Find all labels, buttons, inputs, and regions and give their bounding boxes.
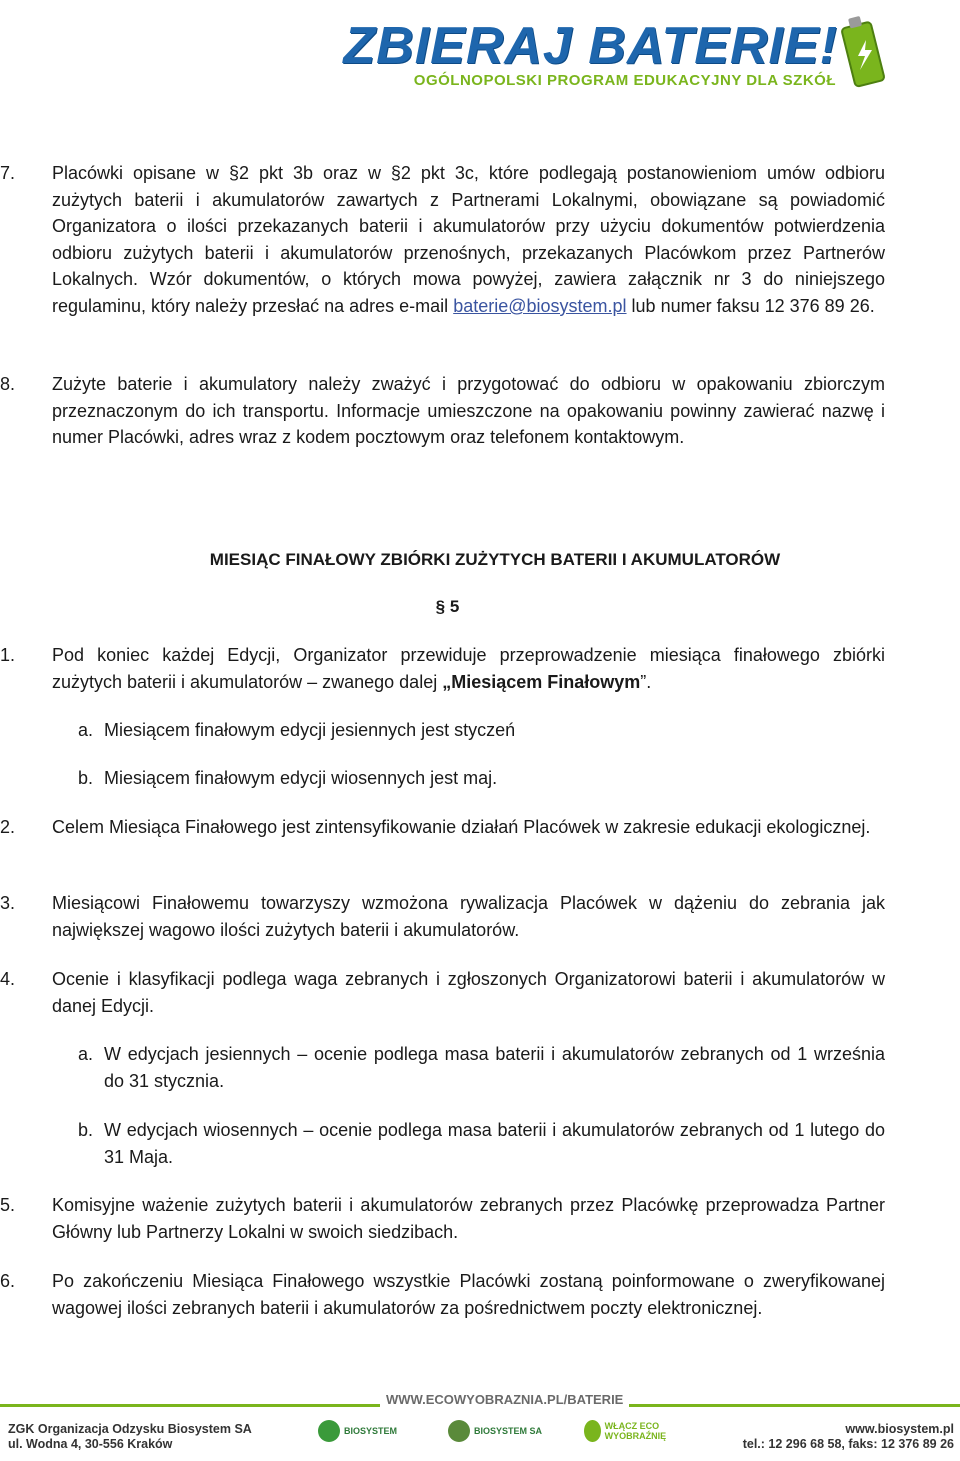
list-item-4 bbox=[0, 966, 885, 1019]
list-item-2 bbox=[0, 814, 885, 841]
footer-url[interactable]: WWW.ECOWYOBRAZNIA.PL/BATERIE bbox=[380, 1392, 629, 1407]
item-text: Komisyjne ważenie zużytych baterii i akumulatorów zebranych przez Placówkę przeprowadza Partner Główny lub Partnerzy Lokalni w swoich siedzibach. bbox=[52, 1195, 885, 1242]
list-item-1 bbox=[0, 642, 885, 695]
page-footer bbox=[0, 1392, 960, 1461]
item-number: 8. bbox=[0, 374, 16, 394]
footer-company: ZGK Organizacja Odzysku Biosystem SA ul. Wodna 4, 30-556 Kraków bbox=[8, 1422, 252, 1451]
item-text: Zużyte baterie i akumulatory należy zważyć i przygotować do odbioru w opakowaniu zbiorczym przeznaczonym do ich transportu. Informacje umieszczone na opakowaniu powinny zawierać nazwę i numer Placówki, adres wraz z kodem pocztowym oraz telefonem kontaktowym. bbox=[52, 374, 885, 448]
logo-subtitle: OGÓLNOPOLSKI PROGRAM EDUKACYJNY DLA SZKÓŁ bbox=[413, 72, 836, 89]
list-item-6 bbox=[0, 1268, 885, 1321]
item-text: Ocenie i klasyfikacji podlega waga zebranych i zgłoszonych Organizatorowi baterii i akumulatorów w danej Edycji. bbox=[52, 969, 885, 1016]
sub-item-4a: a. W edycjach jesiennych – ocenie podlega masa baterii i akumulatorów zebranych od 1 września do 31 stycznia. bbox=[78, 1044, 885, 1091]
list-item-8 bbox=[0, 371, 885, 451]
item-number: 2. bbox=[0, 817, 16, 837]
footer-contact: www.biosystem.pl tel.: 12 296 68 58, faks: 12 376 89 26 bbox=[742, 1422, 954, 1451]
item-number: 7. bbox=[0, 163, 16, 183]
list-item-7 bbox=[0, 160, 885, 320]
bold-term: „Miesiącem Finałowym bbox=[442, 671, 641, 692]
program-logo bbox=[343, 8, 898, 89]
item-number: 1. bbox=[0, 645, 16, 665]
list-item-3 bbox=[0, 890, 885, 943]
sub-item-1a: a. Miesiącem finałowym edycji jesiennych jest styczeń bbox=[78, 720, 516, 740]
item-text: Miesiącowi Finałowemu towarzyszy wzmożona rywalizacja Placówek w dążeniu do zebrania jak największej wagowo ilości zużytych baterii i akumulatorów. bbox=[52, 893, 885, 940]
email-link[interactable]: baterie@biosystem.pl bbox=[453, 295, 627, 316]
item-number: 4. bbox=[0, 969, 16, 989]
paragraph-number: § 5 bbox=[435, 597, 460, 616]
biosystem-icon bbox=[318, 1420, 340, 1442]
partner-logo-biosystem: BIOSYSTEM bbox=[318, 1420, 397, 1442]
item-text: Pod koniec każdej Edycji, Organizator przewiduje przeprowadzenie miesiąca finałowego zbiórki zużytych baterii i akumulatorów – zwanego dalej „Miesiącem Finałowym”. bbox=[52, 645, 885, 692]
item-number: 5. bbox=[0, 1195, 16, 1215]
leaf-icon bbox=[584, 1420, 601, 1442]
section-heading: MIESIĄC FINAŁOWY ZBIÓRKI ZUŻYTYCH BATERII I AKUMULATORÓW bbox=[209, 550, 781, 569]
item-text: Celem Miesiąca Finałowego jest zintensyfikowanie działań Placówek w zakresie edukacji ekologicznej. bbox=[52, 817, 871, 837]
item-number: 6. bbox=[0, 1271, 16, 1291]
battery-icon bbox=[840, 10, 888, 92]
item-text: Po zakończeniu Miesiąca Finałowego wszystkie Placówki zostaną poinformowane o zweryfikowanej wagowej ilości zebranych baterii i akumulatorów za pośrednictwem poczty elektronicznej. bbox=[52, 1271, 885, 1318]
biosystem-sa-icon bbox=[448, 1420, 470, 1442]
list-item-5 bbox=[0, 1192, 885, 1245]
item-number: 3. bbox=[0, 893, 16, 913]
partner-logo-biosystem-sa: BIOSYSTEM SA bbox=[448, 1420, 542, 1442]
partner-logo-eco: WŁĄCZ ECO WYOBRAŹNIĘ bbox=[584, 1420, 694, 1442]
item-text: Placówki opisane w §2 pkt 3b oraz w §2 pkt 3c, które podlegają postanowieniom umów odbioru zużytych baterii i akumulatorów zawartych z Partnerami Lokalnymi, obowiązane są powiadomić Organizatora o ilości przekazanych baterii i akumulatorów przy użyciu dokumentów potwierdzenia odbioru zużytych baterii i akumulatorów przenośnych, przekazanych Placówkom przez Partnerów Lokalnych. Wzór dokumentów, o których mowa powyżej, zawiera załącznik nr 3 do niniejszego regulaminu, który należy przesłać na adres e-mail baterie@biosystem.pl lub numer faksu 12 376 89 26. bbox=[52, 163, 885, 316]
logo-title: ZBIERAJ BATERIE! bbox=[343, 17, 838, 75]
sub-item-4b: b. W edycjach wiosennych – ocenie podlega masa baterii i akumulatorów zebranych od 1 lutego do 31 Maja. bbox=[78, 1120, 885, 1167]
sub-item-1b: b. Miesiącem finałowym edycji wiosennych jest maj. bbox=[78, 768, 498, 788]
